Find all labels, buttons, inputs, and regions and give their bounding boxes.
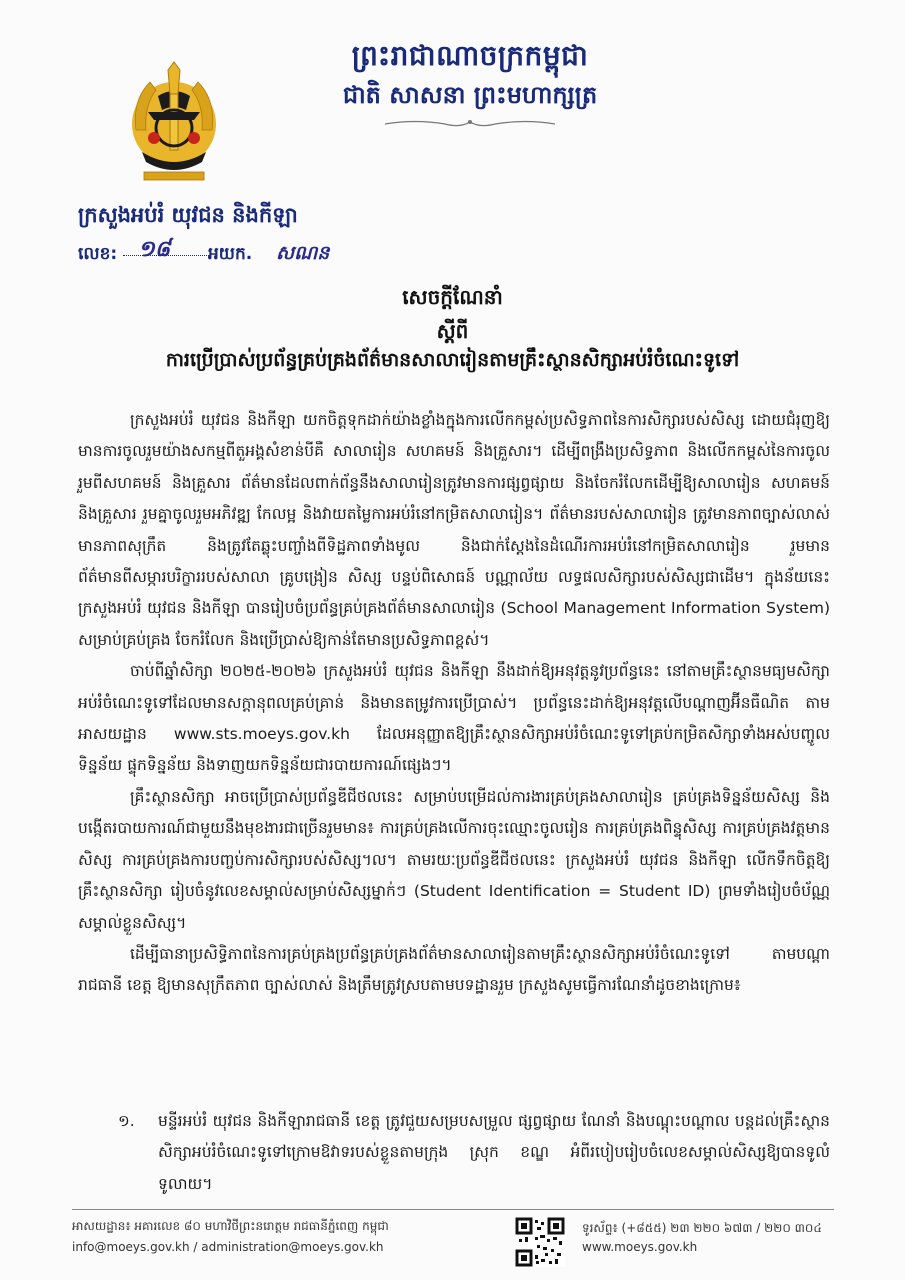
paragraph-1: ក្រសួងអប់រំ យុវជន និងកីឡា យកចិត្តទុកដាក់យ៉ាងខ្លាំងក្នុងការលើកកម្ពស់ប្រសិទ្ធភាពនៃការសិក្សារបស់សិស្ស ដោយជំរុញឱ្យមានការចូលរួមយ៉ាងសកម្មពីតួអង្គសំខាន់បីគឺ សាលារៀន សហគមន៍ និងគ្រួសារ។ ដើម្បីពង្រឹងប្រសិទ្ធភាព និងលើកកម្ពស់នៃការចូលរួមពីសហគមន៍ និងគ្រួសារ ព័ត៌មានដែលពាក់ព័ន្ធនឹងសាលារៀនត្រូវមានការផ្សព្វផ្សាយ និងចែករំលែកដើម្បីឱ្យសាលារៀន សហគមន៍ និងគ្រួសារ រួមគ្នាចូលរួមអភិវឌ្ឍ កែលម្អ និងវាយតម្លៃការអប់រំនៅកម្រិតសាលារៀន។ ព័ត៌មានរបស់សាលារៀន ត្រូវមានភាពច្បាស់លាស់ មានភាពសុក្រឹត និងត្រូវតែឆ្លុះបញ្ចាំងពីទិដ្ឋភាពទាំងមូល និងជាក់ស្តែងនៃដំណើរការអប់រំនៅកម្រិតសាលារៀន រួមមាន ព័ត៌មានពីសម្ភារបរិក្ខាររបស់សាលា គ្រូបង្រៀន សិស្ស បន្ទប់ពិសោធន៍ បណ្ណាល័យ លទ្ធផលសិក្សារបស់សិស្សជាដើម។ ក្នុងន័យនេះ ក្រសួងអប់រំ យុវជន និងកីឡា បានរៀបចំប្រព័ន្ធគ្រប់គ្រងព័ត៌មានសាលារៀន (School Management Information System) សម្រាប់គ្រប់គ្រង ចែករំលែក និងប្រើប្រាស់ឱ្យកាន់តែមានប្រសិទ្ធភាពខ្ពស់។: [78, 411, 830, 649]
list-item-text: មន្ទីរអប់រំ យុវជន និងកីឡារាជធានី ខេត្ត ត្រូវជួយសម្របសម្រួល ផ្សព្វផ្សាយ ណែនាំ និងបណ្តុះបណ្តាល បន្តដល់គ្រឹះស្ថានសិក្សាអប់រំចំណេះទូទៅក្រោមឱវាទរបស់ខ្លួនតាមក្រុង ស្រុក ខណ្ឌ អំពីរបៀបរៀបចំលេខសម្គាល់សិស្សឱ្យបានទូលំទូលាយ។: [158, 1112, 830, 1193]
paragraph-4: ដើម្បីធានាប្រសិទ្ធិភាពនៃការគ្រប់គ្រងប្រព័ន្ធគ្រប់គ្រងព័ត៌មានសាលារៀនតាមគ្រឹះស្ថានសិក្សាអប់រំចំណេះទូទៅ តាមបណ្តារាជធានី ខេត្ត ឱ្យមានសុក្រឹតភាព ច្បាស់លាស់ និងត្រឹមត្រូវស្របតាមបទដ្ឋានរួម ក្រសួងសូមធ្វើការណែនាំដូចខាងក្រោម៖: [78, 944, 830, 995]
reference-suffix-handwritten: សណន: [276, 242, 330, 264]
reference-label: លេខ:: [78, 244, 118, 264]
title-connector: ស្តីពី: [436, 319, 469, 343]
footer-emails: info@moeys.gov.kh / administration@moeys.gov.kh: [72, 1240, 384, 1254]
list-item: [118, 1106, 830, 1200]
ministry-emblem-icon: [128, 60, 220, 192]
instruction-list: [118, 1106, 830, 1200]
footer-divider: [72, 1209, 834, 1210]
paragraph-3: គ្រឹះស្ថានសិក្សា អាចប្រើប្រាស់ប្រព័ន្ធឌីជីថលនេះ សម្រាប់បម្រើដល់ការងារគ្រប់គ្រងសាលារៀន គ្រប់គ្រងទិន្នន័យសិស្ស និងបង្កើតរបាយការណ៍ជាមួយនឹងមុខងារជាច្រើនរួមមាន៖ ការគ្រប់គ្រងលើការចុះឈ្មោះចូលរៀន ការគ្រប់គ្រងពិន្ទុសិស្ស ការគ្រប់គ្រងវត្តមានសិស្ស ការគ្រប់គ្រងការបញ្ចប់ការសិក្សារបស់សិស្ស។ល។ តាមរយៈប្រព័ន្ធឌីជីថលនេះ ក្រសួងអប់រំ យុវជន និងកីឡា លើកទឹកចិត្តឱ្យគ្រឹះស្ថានសិក្សា រៀបចំនូវលេខសម្គាល់សម្រាប់សិស្សម្នាក់ៗ (Student Identification = Student ID) ព្រមទាំងរៀបចំប័ណ្ណសម្គាល់ខ្លួនសិស្ស។: [78, 787, 830, 932]
ministry-name: ក្រសួងអប់រំ យុវជន និងកីឡា: [78, 202, 298, 227]
ornament-divider-icon: [385, 117, 555, 131]
footer-phone: ទូរស័ព្ទ៖ (+៨៥៥) ២៣ ២២០ ៦៧៣ / ២២០ ៣០៤: [582, 1221, 822, 1235]
qr-code-icon: [515, 1217, 565, 1267]
document-subject-title: ការប្រើប្រាស់ប្រព័ន្ធគ្រប់គ្រងព័ត៌មានសាលារៀនតាមគ្រឹះស្ថានសិក្សាអប់រំចំណេះទូទៅ: [165, 349, 740, 371]
reference-suffix: អយក.: [208, 244, 253, 264]
footer-address: អាសយដ្ឋាន៖ អគារលេខ ៨០ មហាវិថីព្រះនរោត្តម រាជធានីភ្នំពេញ កម្ពុជា: [72, 1219, 389, 1233]
body-text: [78, 405, 830, 1002]
national-motto: ជាតិ សាសនា ព្រះមហាក្សត្រ: [342, 80, 598, 109]
reference-number: ១៨: [138, 236, 171, 262]
kingdom-heading: ព្រះរាជាណាចក្រកម្ពុជា: [351, 39, 589, 72]
footer-website[interactable]: www.moeys.gov.kh: [582, 1240, 698, 1254]
paragraph-2: ចាប់ពីឆ្នាំសិក្សា ២០២៥-២០២៦ ក្រសួងអប់រំ យុវជន និងកីឡា នឹងដាក់ឱ្យអនុវត្តនូវប្រព័ន្ធនេះ នៅតាមគ្រឹះស្ថានមធ្យមសិក្សាអប់រំចំណេះទូទៅដែលមានសក្តានុពលគ្រប់គ្រាន់ និងមានតម្រូវការប្រើប្រាស់។ ប្រព័ន្ធនេះដាក់ឱ្យអនុវត្តលើបណ្តាញអ៊ីនធឺណិត តាមអាសយដ្ឋាន www.sts.moeys.gov.kh ដែលអនុញ្ញាតឱ្យគ្រឹះស្ថានសិក្សាអប់រំចំណេះទូទៅគ្រប់កម្រិតសិក្សាទាំងអស់បញ្ចូលទិន្នន័យ ផ្ទុកទិន្នន័យ និងទាញយកទិន្នន័យជារបាយការណ៍ផ្សេងៗ។: [78, 662, 830, 775]
reference-number-line: [78, 236, 330, 268]
document-type-title: សេចក្តីណែនាំ: [402, 285, 503, 309]
list-item-number: ១.: [118, 1112, 135, 1130]
